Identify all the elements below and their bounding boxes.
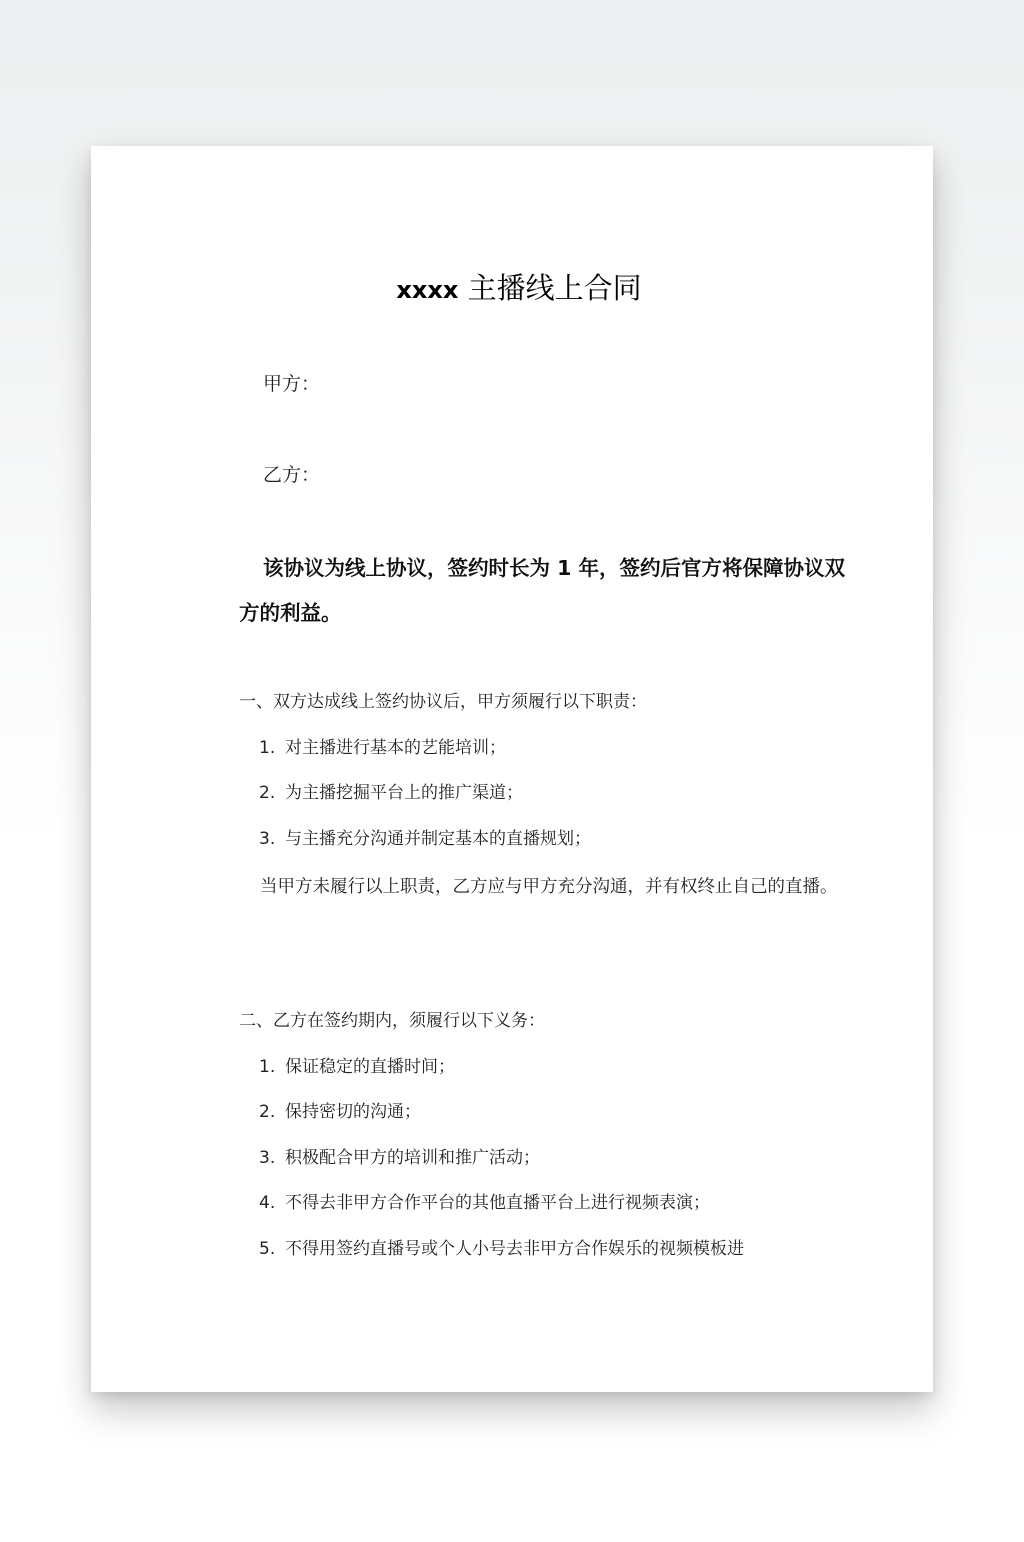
list-item-text: 积极配合甲方的培训和推广活动； <box>285 1148 540 1168</box>
title-code: xxxx <box>396 276 459 304</box>
section-2-heading: 二、乙方在签约期内，须履行以下义务： <box>239 1011 545 1031</box>
party-a-label: 甲方： <box>263 373 321 395</box>
list-item-number: 2. <box>259 1102 276 1122</box>
party-b-label: 乙方： <box>263 464 321 486</box>
list-item-text: 对主播进行基本的艺能培训； <box>285 738 506 758</box>
list-item-text: 保证稳定的直播时间； <box>285 1057 455 1077</box>
list-item <box>259 733 506 758</box>
list-item <box>259 1052 455 1077</box>
list-item <box>259 778 523 803</box>
list-item <box>259 1188 710 1213</box>
section-1-heading: 一、双方达成线上签约协议后，甲方须履行以下职责： <box>239 692 647 712</box>
intro-paragraph: 该协议为线上协议，签约时长为 1 年，签约后官方将保障协议双方的利益。 <box>239 556 846 625</box>
list-item-text: 保持密切的沟通； <box>285 1102 421 1122</box>
list-item-number: 3. <box>259 1148 276 1168</box>
document-title <box>239 266 799 307</box>
list-item-text: 不得去非甲方合作平台的其他直播平台上进行视频表演； <box>285 1193 710 1213</box>
list-item-text: 与主播充分沟通并制定基本的直播规划； <box>285 829 591 849</box>
list-item <box>259 1234 744 1259</box>
list-item <box>259 1143 540 1168</box>
list-item-text: 不得用签约直播号或个人小号去非甲方合作娱乐的视频模板进 <box>285 1239 744 1259</box>
list-item-text: 为主播挖掘平台上的推广渠道； <box>285 783 523 803</box>
list-item-number: 2. <box>259 783 276 803</box>
title-text: 主播线上合同 <box>467 271 642 305</box>
list-item-number: 4. <box>259 1193 276 1213</box>
list-item-number: 5. <box>259 1239 276 1259</box>
list-item <box>259 1097 421 1122</box>
list-item-number: 1. <box>259 1057 276 1077</box>
document-page <box>91 146 933 1392</box>
list-item-number: 3. <box>259 829 276 849</box>
list-item-number: 1. <box>259 738 276 758</box>
section-1-note: 当甲方未履行以上职责，乙方应与甲方充分沟通，并有权终止自己的直播。 <box>260 877 838 897</box>
list-item <box>259 824 591 849</box>
